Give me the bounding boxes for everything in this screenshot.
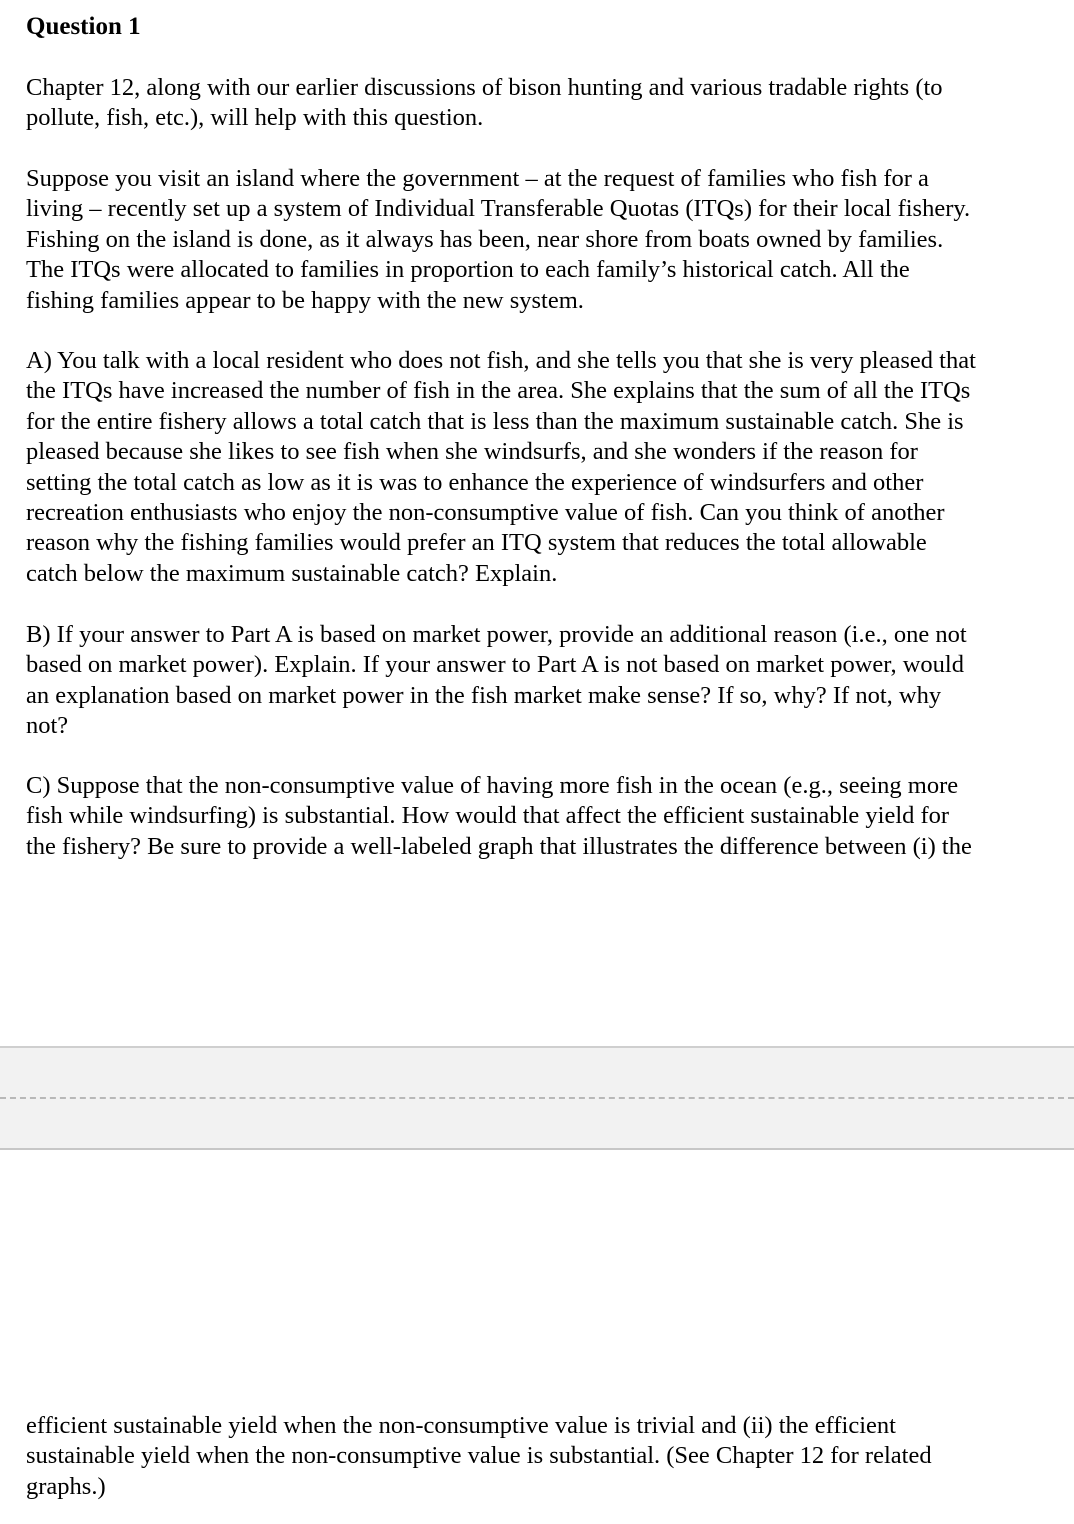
text-line: the ITQs have increased the number of fish in the area. She explains that the sum of all the ITQs (26, 377, 971, 405)
text-line: Suppose you visit an island where the government – at the request of families who fish for a (26, 165, 929, 192)
page-break (0, 1046, 1074, 1150)
text-line: C) Suppose that the non-consumptive value of having more fish in the ocean (e.g., seeing more (26, 772, 959, 799)
text-line: the fishery? Be sure to provide a well-labeled graph that illustrates the difference between (i) the (26, 832, 972, 860)
text-line: fishing families appear to be happy with the new system. (26, 286, 584, 314)
text-line: catch below the maximum sustainable catch? Explain. (26, 559, 558, 587)
text-line: not? (26, 712, 69, 740)
part-a-paragraph (26, 346, 1066, 589)
text-line: fish while windsurfing) is substantial. How would that affect the efficient sustainable yield for (26, 802, 950, 830)
text-line: pleased because she likes to see fish when she windsurfs, and she wonders if the reason for (26, 438, 918, 466)
question-title: Question 1 (26, 13, 141, 40)
text-line: A) You talk with a local resident who does not fish, and she tells you that she is very pleased that (26, 347, 976, 374)
text-line: recreation enthusiasts who enjoy the non-consumptive value of fish. Can you think of another (26, 499, 945, 527)
text-line: reason why the fishing families would prefer an ITQ system that reduces the total allowable (26, 529, 927, 557)
part-c-paragraph-page-2 (26, 1411, 1066, 1502)
text-line: Fishing on the island is done, as it always has been, near shore from boats owned by families. (26, 225, 944, 253)
setup-paragraph (26, 164, 1066, 316)
text-line: pollute, fish, etc.), will help with this question. (26, 104, 484, 132)
text-line: an explanation based on market power in the fish market make sense? If so, why? If not, why (26, 681, 942, 709)
text-line: living – recently set up a system of Individual Transferable Quotas (ITQs) for their local fishery. (26, 195, 971, 223)
text-line: graphs.) (26, 1472, 106, 1500)
text-line: based on market power). Explain. If your answer to Part A is not based on market power, would (26, 651, 964, 679)
text-line: for the entire fishery allows a total catch that is less than the maximum sustainable catch. She is (26, 407, 964, 435)
part-c-paragraph-page-1 (26, 771, 1066, 862)
part-b-paragraph (26, 620, 1066, 742)
page-break-dashed-line (0, 1097, 1074, 1099)
text-line: B) If your answer to Part A is based on market power, provide an additional reason (i.e., one not (26, 621, 967, 648)
intro-paragraph (26, 73, 1066, 134)
text-line: The ITQs were allocated to families in proportion to each family’s historical catch. All the (26, 256, 910, 284)
text-line: setting the total catch as low as it is was to enhance the experience of windsurfers and other (26, 468, 924, 496)
text-line: Chapter 12, along with our earlier discussions of bison hunting and various tradable rights (to (26, 74, 943, 101)
text-line: efficient sustainable yield when the non-consumptive value is trivial and (ii) the efficient (26, 1412, 896, 1439)
text-line: sustainable yield when the non-consumptive value is substantial. (See Chapter 12 for related (26, 1442, 932, 1470)
